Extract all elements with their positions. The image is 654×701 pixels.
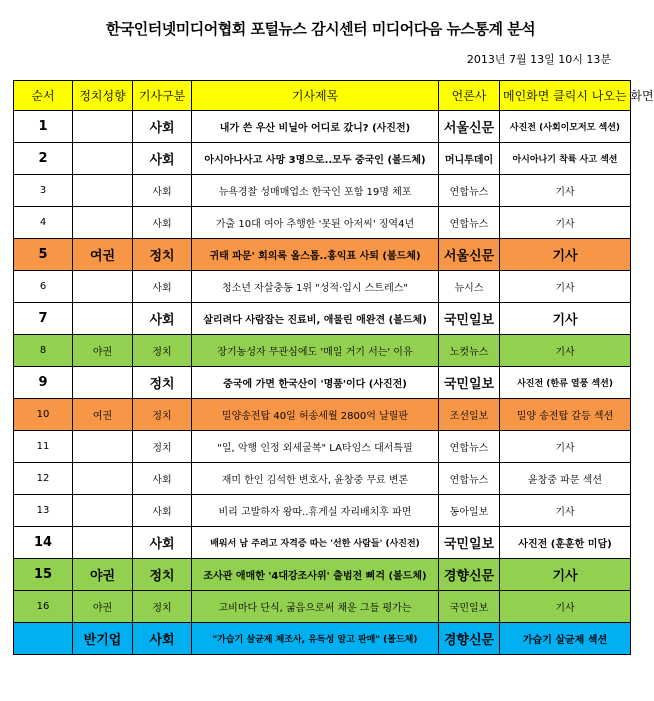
row-political-leaning xyxy=(73,463,133,495)
row-category: 사회 xyxy=(133,271,192,303)
table-row xyxy=(14,175,631,207)
row-headline: 아시아나사고 사망 3명으로..모두 중국인 (볼드체) xyxy=(192,143,439,175)
table-row xyxy=(14,463,631,495)
table-row xyxy=(14,239,631,271)
row-political-leaning xyxy=(73,495,133,527)
table-row xyxy=(14,303,631,335)
row-headline: 뉴욕경찰 성매매업소 한국인 포함 19명 체포 xyxy=(192,175,439,207)
row-landing-screen: 사진전 (한류 열풍 섹션) xyxy=(500,367,631,399)
row-outlet: 국민일보 xyxy=(439,527,500,559)
timestamp: 2013년 7월 13일 10시 13분 xyxy=(466,53,611,66)
table-row xyxy=(14,591,631,623)
row-landing-screen: 사진전 (사회이모저모 섹션) xyxy=(500,111,631,143)
row-category: 정치 xyxy=(133,335,192,367)
table-row xyxy=(14,399,631,431)
row-landing-screen: 기사 xyxy=(500,207,631,239)
row-political-leaning: 야권 xyxy=(73,335,133,367)
row-category: 정치 xyxy=(133,559,192,591)
row-outlet: 국민일보 xyxy=(439,303,500,335)
row-political-leaning xyxy=(73,431,133,463)
row-outlet: 조선일보 xyxy=(439,399,500,431)
row-category: 사회 xyxy=(133,175,192,207)
row-number: 13 xyxy=(14,495,73,527)
row-number: 7 xyxy=(14,303,73,335)
row-political-leaning xyxy=(73,111,133,143)
row-headline: 재미 한인 김석한 변호사, 윤창중 무료 변론 xyxy=(192,463,439,495)
row-landing-screen: 기사 xyxy=(500,591,631,623)
table-row xyxy=(14,495,631,527)
row-outlet: 국민일보 xyxy=(439,591,500,623)
row-headline: 가출 10대 여아 추행한 '못된 아저씨' 징역4년 xyxy=(192,207,439,239)
news-stats-table xyxy=(13,80,654,655)
row-outlet: 뉴시스 xyxy=(439,271,500,303)
row-headline: 비리 고발하자 왕따..휴게실 자리배치후 파면 xyxy=(192,495,439,527)
row-outlet: 경향신문 xyxy=(439,623,500,655)
row-political-leaning xyxy=(73,207,133,239)
row-number: 16 xyxy=(14,591,73,623)
row-outlet: 노컷뉴스 xyxy=(439,335,500,367)
row-number: 15 xyxy=(14,559,73,591)
row-political-leaning: 여권 xyxy=(73,399,133,431)
table-row xyxy=(14,527,631,559)
row-outlet: 머니투데이 xyxy=(439,143,500,175)
row-headline: 장기농성자 무관심에도 '매일 거기 서는' 이유 xyxy=(192,335,439,367)
row-category: 정치 xyxy=(133,239,192,271)
row-political-leaning: 반기업 xyxy=(73,623,133,655)
row-outlet: 경향신문 xyxy=(439,559,500,591)
row-landing-screen: 기사 xyxy=(500,335,631,367)
table-row xyxy=(14,143,631,175)
row-landing-screen: 윤창중 파문 섹션 xyxy=(500,463,631,495)
table-row xyxy=(14,367,631,399)
table-row xyxy=(14,559,631,591)
row-number xyxy=(14,623,73,655)
row-category: 사회 xyxy=(133,623,192,655)
table-row xyxy=(14,623,631,655)
column-header-headline: 기사제목 xyxy=(192,81,439,111)
row-outlet: 동아일보 xyxy=(439,495,500,527)
row-number: 11 xyxy=(14,431,73,463)
row-number: 8 xyxy=(14,335,73,367)
table-row xyxy=(14,431,631,463)
row-landing-screen: 기사 xyxy=(500,239,631,271)
row-category: 사회 xyxy=(133,207,192,239)
row-landing-screen: 기사 xyxy=(500,271,631,303)
page-title: 한국인터넷미디어협회 포털뉴스 감시센터 미디어다음 뉴스통계 분석 xyxy=(105,20,536,38)
row-category: 정치 xyxy=(133,399,192,431)
row-category: 사회 xyxy=(133,463,192,495)
row-category: 사회 xyxy=(133,495,192,527)
row-outlet: 연합뉴스 xyxy=(439,207,500,239)
row-headline: 조사관 애매한 '4대강조사위' 출범전 삐걱 (볼드체) xyxy=(192,559,439,591)
row-landing-screen: 밀양 송전탑 갈등 섹션 xyxy=(500,399,631,431)
row-number: 10 xyxy=(14,399,73,431)
row-landing-screen: 기사 xyxy=(500,495,631,527)
row-headline: "가습기 살균제 제조사, 유독성 알고 판매" (볼드체) xyxy=(192,623,439,655)
row-landing-screen: 기사 xyxy=(500,431,631,463)
table-row xyxy=(14,111,631,143)
row-category: 사회 xyxy=(133,143,192,175)
row-number: 12 xyxy=(14,463,73,495)
row-outlet: 국민일보 xyxy=(439,367,500,399)
column-header-political-leaning: 정치성향 xyxy=(73,81,133,111)
row-political-leaning xyxy=(73,143,133,175)
row-number: 14 xyxy=(14,527,73,559)
row-headline: 밀양송전탑 40일 허송세월 2800억 날릴판 xyxy=(192,399,439,431)
row-landing-screen: 가습기 살균제 섹션 xyxy=(500,623,631,655)
row-political-leaning xyxy=(73,303,133,335)
row-political-leaning: 야권 xyxy=(73,559,133,591)
row-headline: 귀태 파문' 회의록 올스톱..홍익표 사퇴 (볼드체) xyxy=(192,239,439,271)
row-number: 5 xyxy=(14,239,73,271)
row-landing-screen: 기사 xyxy=(500,175,631,207)
table-row xyxy=(14,335,631,367)
row-political-leaning xyxy=(73,527,133,559)
row-category: 사회 xyxy=(133,303,192,335)
row-number: 4 xyxy=(14,207,73,239)
row-headline: 중국에 가면 한국산이 '명품'이다 (사진전) xyxy=(192,367,439,399)
row-category: 사회 xyxy=(133,111,192,143)
row-number: 3 xyxy=(14,175,73,207)
row-outlet: 서울신문 xyxy=(439,111,500,143)
row-number: 9 xyxy=(14,367,73,399)
row-political-leaning: 여권 xyxy=(73,239,133,271)
row-category: 사회 xyxy=(133,527,192,559)
row-outlet: 서울신문 xyxy=(439,239,500,271)
row-political-leaning xyxy=(73,271,133,303)
column-header-number: 순서 xyxy=(14,81,73,111)
column-header-category: 기사구분 xyxy=(133,81,192,111)
row-headline: "일, 악행 인정 외세굴복" LA타임스 대서특필 xyxy=(192,431,439,463)
row-outlet: 연합뉴스 xyxy=(439,463,500,495)
row-outlet: 연합뉴스 xyxy=(439,431,500,463)
row-headline: 고비마다 단식, 굶음으로써 채운 그들 평가는 xyxy=(192,591,439,623)
row-headline: 살리려다 사람잡는 진료비, 애물린 애완견 (볼드체) xyxy=(192,303,439,335)
row-landing-screen: 기사 xyxy=(500,303,631,335)
table-row xyxy=(14,271,631,303)
row-headline: 내가 쓴 우산 비닐아 어디로 갔니? (사진전) xyxy=(192,111,439,143)
row-political-leaning: 야권 xyxy=(73,591,133,623)
row-political-leaning xyxy=(73,175,133,207)
row-category: 정치 xyxy=(133,431,192,463)
row-category: 정치 xyxy=(133,367,192,399)
row-number: 1 xyxy=(14,111,73,143)
row-headline: 청소년 자살충동 1위 "성적·입시 스트레스" xyxy=(192,271,439,303)
row-landing-screen: 아시아나기 착륙 사고 섹션 xyxy=(500,143,631,175)
row-headline: 배워서 남 주려고 자격증 따는 '선한 사람들' (사진전) xyxy=(192,527,439,559)
row-number: 2 xyxy=(14,143,73,175)
row-landing-screen: 기사 xyxy=(500,559,631,591)
header-row xyxy=(14,81,631,111)
row-landing-screen: 사진전 (훈훈한 미담) xyxy=(500,527,631,559)
row-category: 정치 xyxy=(133,591,192,623)
row-political-leaning xyxy=(73,367,133,399)
row-outlet: 연합뉴스 xyxy=(439,175,500,207)
table-row xyxy=(14,207,631,239)
column-header-landing-screen: 메인화면 클릭시 나오는 화면 xyxy=(500,81,631,111)
column-header-outlet: 언론사 xyxy=(439,81,500,111)
row-number: 6 xyxy=(14,271,73,303)
